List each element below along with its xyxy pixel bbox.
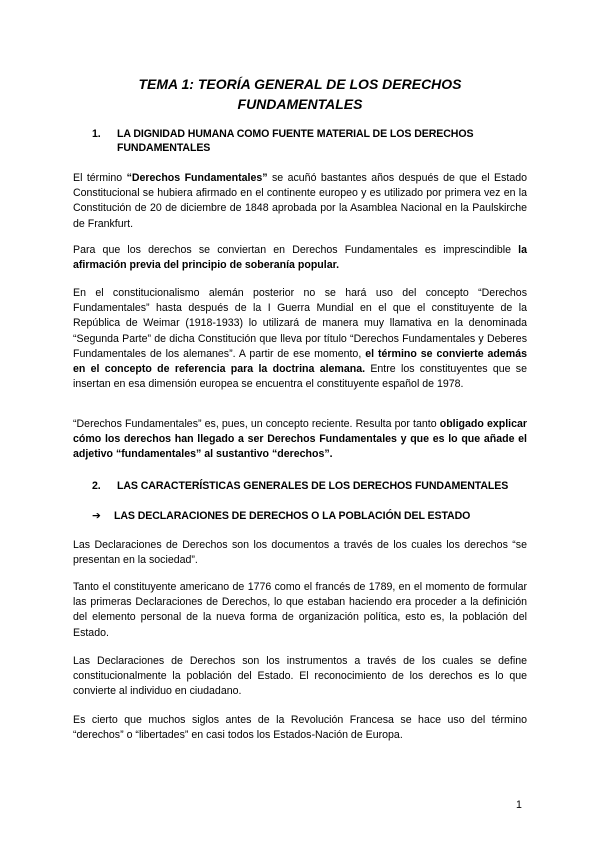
- section-1-number: 1.: [92, 128, 101, 140]
- section-1-title-line-2: FUNDAMENTALES: [117, 142, 211, 154]
- paragraph-7: Las Declaraciones de Derechos son los instrumentos a través de los cuales se define constitucionalmente la población del Estado. El reconocimiento de los derechos es lo que convierte al individuo en ciudadano.: [73, 655, 527, 698]
- paragraph-3-bold: el término se convierte además en el concepto de referencia para la doctrina alemana.: [73, 347, 527, 376]
- paragraph-8: Es cierto que muchos siglos antes de la Revolución Francesa se hace uso del término “derechos” o “libertades” en casi todos los Estados-Nación de Europa.: [73, 714, 527, 742]
- paragraph-1: [73, 171, 527, 232]
- paragraph-3-text-c: Entre los constituyentes que se insertan en esa dimensión europea se encuentra el constituyente español de 1978.: [73, 363, 527, 391]
- page-title-line-1: TEMA 1: TEORÍA GENERAL DE LOS DERECHOS: [138, 76, 462, 92]
- paragraph-5: Las Declaraciones de Derechos son los documentos a través de los cuales los derechos “se presentan en la sociedad”.: [73, 539, 527, 567]
- paragraph-3: [73, 286, 527, 392]
- arrow-bullet-icon: ➔: [92, 510, 101, 522]
- paragraph-4-bold: obligado explicar cómo los derechos han llegado a ser Derechos Fundamentales y que es lo que añade el adjetivo “fundamentales” al sustantivo “derechos”.: [73, 418, 528, 461]
- paragraph-2-bold: la afirmación previa del principio de soberanía popular.: [73, 244, 527, 272]
- subsection-title: LAS DECLARACIONES DE DERECHOS O LA POBLACIÓN DEL ESTADO: [114, 510, 471, 522]
- page-title: [100, 74, 500, 114]
- paragraph-4-text-a: “Derechos Fundamentales” es, pues, un concepto reciente. Resulta por tanto: [73, 418, 440, 430]
- page-title-line-2: FUNDAMENTALES: [237, 96, 363, 112]
- section-1-heading: [92, 127, 532, 155]
- paragraph-1-text-c: se acuñó bastantes años después de que el Estado Constitucional se hubiera afirmado en el continente europeo y es utilizado por primera vez en la Constitución de 20 de diciembre de 1848 aprobada por la Asamblea Nacional en la Paulskirche de Frankfurt.: [73, 172, 527, 230]
- subsection-heading: [92, 509, 532, 523]
- paragraph-2-text-a: Para que los derechos se conviertan en Derechos Fundamentales es imprescindible: [73, 244, 519, 256]
- page-number: 1: [516, 799, 522, 811]
- paragraph-1-bold: “Derechos Fundamentales”: [126, 172, 268, 184]
- paragraph-2: [73, 243, 527, 273]
- paragraph-4: [73, 417, 527, 463]
- paragraph-6: Tanto el constituyente americano de 1776 como el francés de 1789, en el momento de formular las primeras Declaraciones de Derechos, lo que estaban haciendo era proceder a la definición del elemento personal de la nueva forma de organización política, esto es, la población del Estado.: [73, 581, 527, 639]
- section-2-heading: [92, 479, 532, 493]
- section-2-number: 2.: [92, 480, 101, 492]
- section-2-title: LAS CARACTERÍSTICAS GENERALES DE LOS DERECHOS FUNDAMENTALES: [117, 480, 509, 492]
- paragraph-3-text-a: En el constitucionalismo alemán posterior no se hará uso del concepto “Derechos Fundamentales” hasta después de la I Guerra Mundial en el que el constituyente de la República de Weimar (1918-1933) lo utilizará de manera muy llamativa en la denominada “Segunda Parte” de dicha Constitución que lleva por título “Derechos Fundamentales y Deberes Fundamentales de los alemanes”. A partir de ese momento,: [73, 287, 527, 360]
- section-1-title-line-1: LA DIGNIDAD HUMANA COMO FUENTE MATERIAL DE LOS DERECHOS: [117, 128, 474, 140]
- paragraph-1-text-a: El término: [73, 172, 127, 184]
